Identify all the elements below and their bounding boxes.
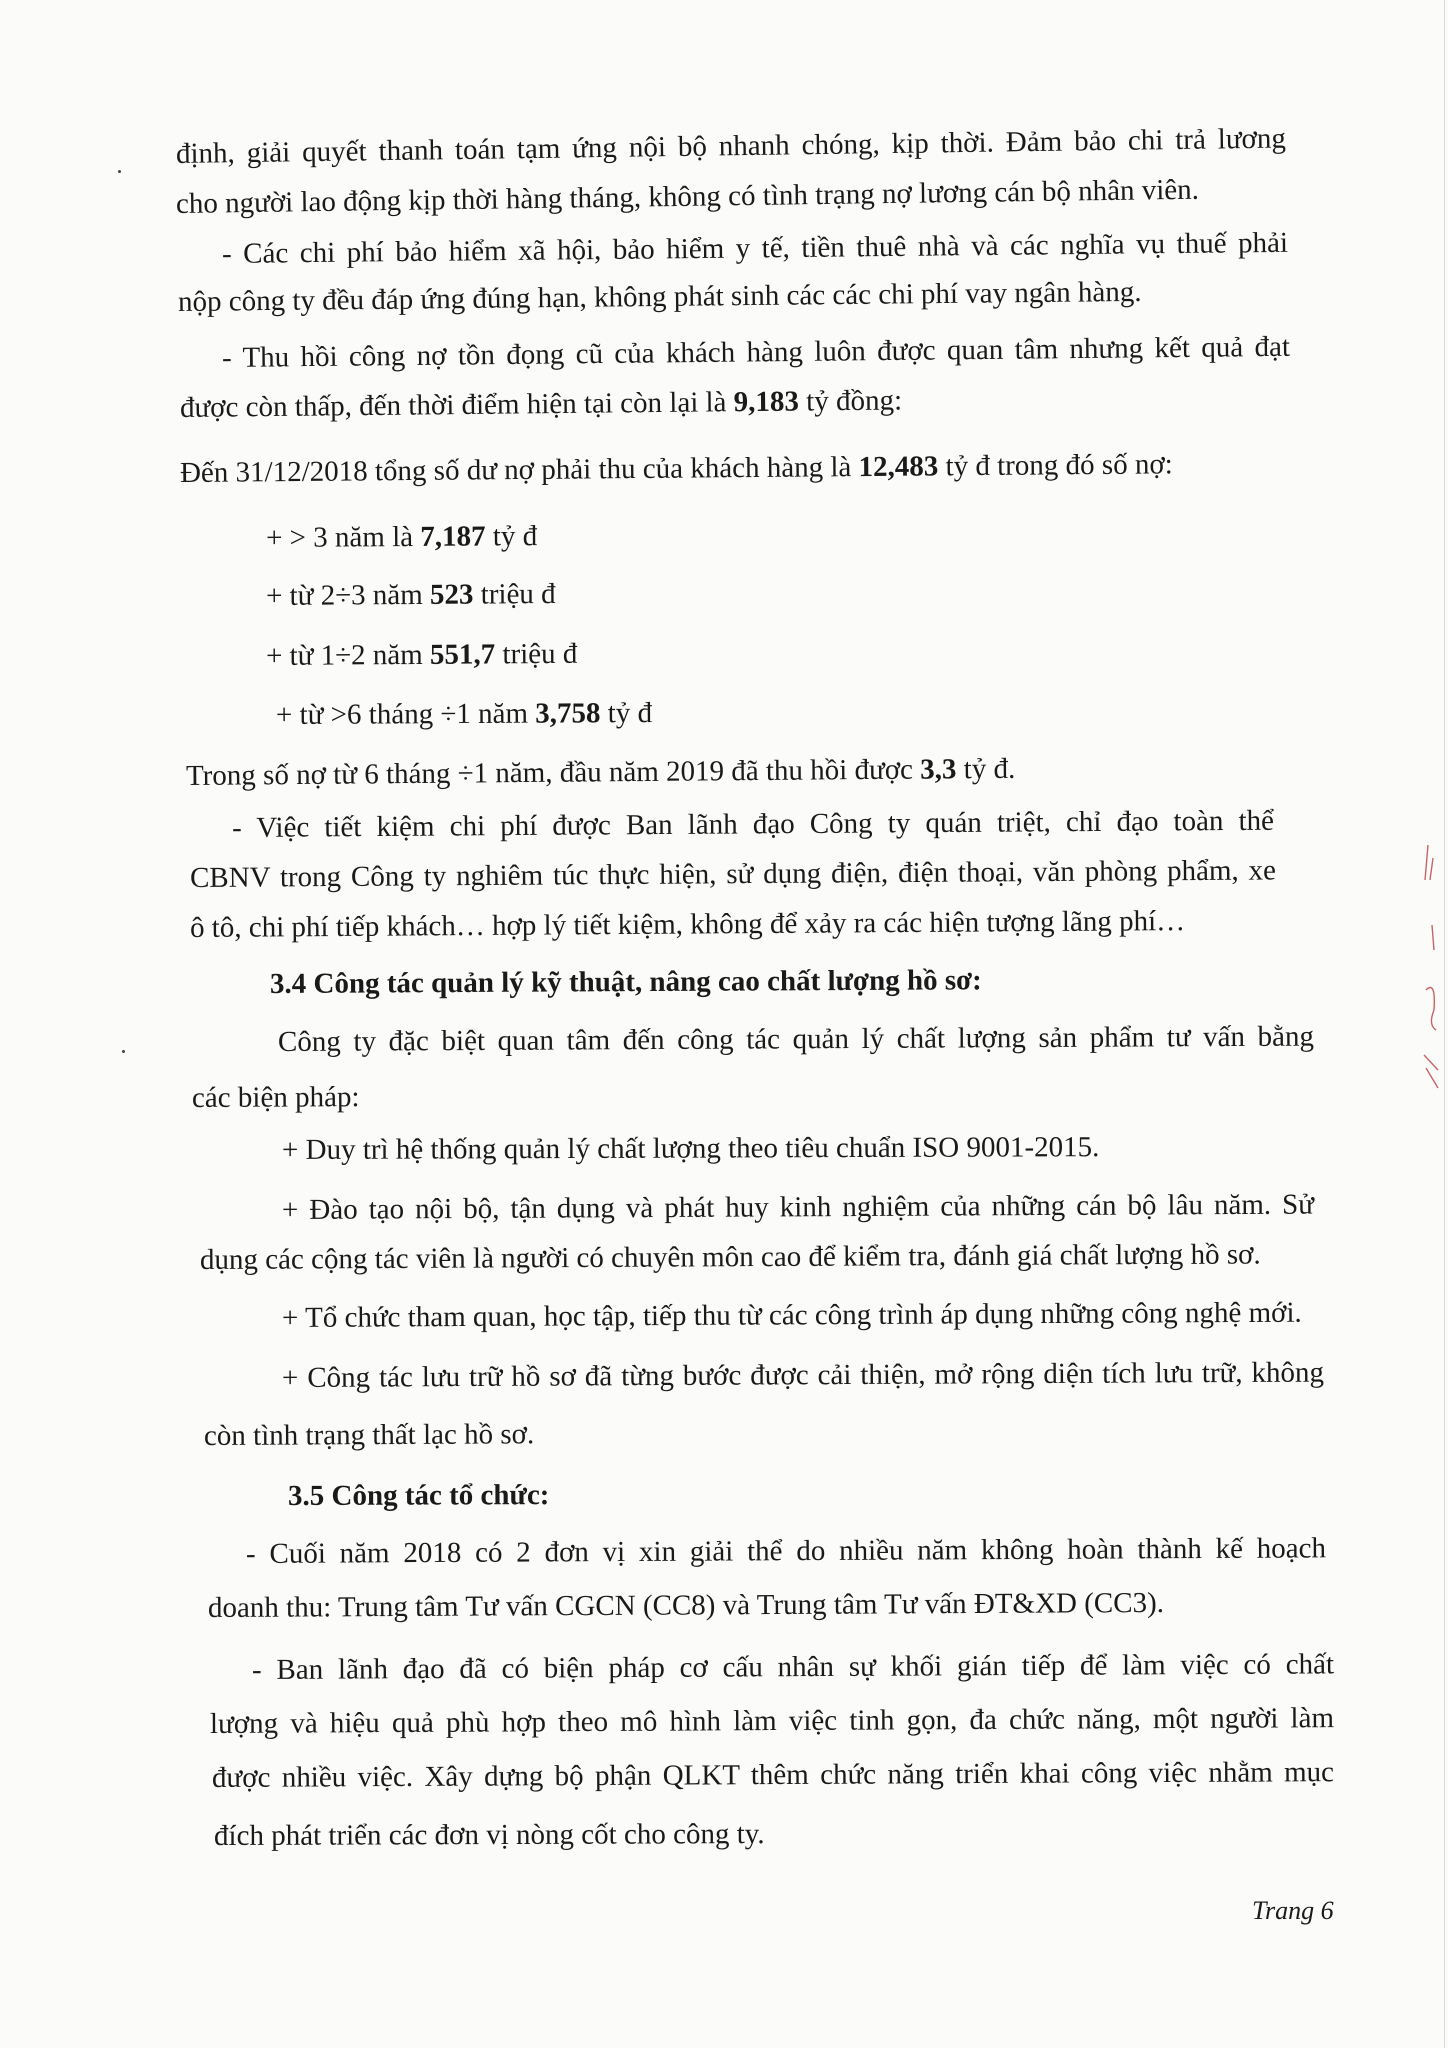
text-run: định, giải quyết thanh toán tạm ứng nội bộ nhanh chóng, kịp thời. Đảm bảo chi trả lương <box>175 122 1287 170</box>
text-line <box>208 1585 1164 1626</box>
text-line <box>288 1477 550 1514</box>
text-line <box>210 1700 1334 1742</box>
text-run: + từ 1÷2 năm <box>265 638 431 672</box>
bold-text: 7,187 <box>420 520 486 553</box>
text-run: được còn thấp, đến thời điểm hiện tại còn lại là <box>179 386 734 424</box>
bold-text: 523 <box>429 578 474 611</box>
bold-text: 3,3 <box>920 753 957 786</box>
text-run: + từ 2÷3 năm <box>265 578 431 612</box>
text-line <box>266 636 578 674</box>
text-line <box>252 1646 1334 1688</box>
text-line <box>276 695 652 733</box>
scan-speck <box>122 1050 125 1053</box>
text-run: cho người lao động kịp thời hàng tháng, không có tình trạng nợ lương cán bộ nhân viên. <box>175 173 1200 220</box>
text-line <box>232 803 1274 846</box>
bold-text: 9,183 <box>733 385 800 419</box>
bold-text: 3.4 Công tác quản lý kỹ thuật, nâng cao chất lượng hồ sơ: <box>269 964 982 1000</box>
text-line <box>190 903 1185 946</box>
text-line <box>176 121 1286 172</box>
text-line <box>176 172 1199 222</box>
text-run: triệu đ <box>473 577 556 611</box>
text-run: các biện pháp: <box>191 1081 360 1114</box>
text-run: tỷ đ <box>485 520 538 553</box>
text-run: còn tình trạng thất lạc hồ sơ. <box>203 1418 535 1452</box>
text-line <box>266 518 537 556</box>
text-line <box>180 446 1173 491</box>
text-run: - Thu hồi công nợ tồn đọng cũ của khách hàng luôn được quan tâm nhưng kết quả đạt <box>221 330 1291 374</box>
text-run: tỷ đồng: <box>798 384 903 418</box>
text-line <box>190 852 1276 896</box>
text-run: nộp công ty đều đáp ứng đúng hạn, không phát sinh các các chi phí vay ngân hàng. <box>177 275 1142 318</box>
scan-speck <box>118 170 121 173</box>
text-line <box>282 1129 1100 1168</box>
text-run: Công ty đặc biệt quan tâm đến công tác quản lý chất lượng sản phẩm tư vấn bằng <box>277 1020 1315 1058</box>
text-line <box>192 1079 360 1116</box>
text-line <box>282 1187 1314 1228</box>
text-run: Trong số nợ từ 6 tháng ÷1 năm, đầu năm 2019 đã thu hồi được <box>185 753 921 792</box>
text-line <box>278 1019 1314 1060</box>
text-run: + Công tác lưu trữ hồ sơ đã từng bước được cải thiện, mở rộng diện tích lưu trữ, không <box>281 1356 1325 1394</box>
text-run: - Việc tiết kiệm chi phí được Ban lãnh đạo Công ty quán triệt, chỉ đạo toàn thể <box>231 804 1275 844</box>
text-run: lượng và hiệu quả phù hợp theo mô hình làm việc tinh gọn, đa chức năng, một người làm <box>209 1702 1335 1740</box>
text-line <box>282 1295 1302 1336</box>
margin-scribble-icon <box>1420 840 1444 1100</box>
text-run: tỷ đ trong đó số nợ: <box>938 448 1173 483</box>
text-line <box>180 382 902 426</box>
text-line <box>204 1416 534 1454</box>
text-line <box>222 329 1290 376</box>
bold-text: 12,483 <box>858 450 939 484</box>
text-line <box>222 225 1288 272</box>
text-line <box>246 1530 1326 1572</box>
bold-text: 3,758 <box>535 697 601 730</box>
text-line <box>282 1355 1324 1396</box>
text-line <box>214 1816 765 1854</box>
text-run: CBNV trong Công ty nghiêm túc thực hiện, sử dụng điện, điện thoại, văn phòng phẩm, xe <box>189 854 1277 894</box>
text-run: ô tô, chi phí tiếp khách… hợp lý tiết kiệm, không để xảy ra các hiện tượng lãng phí… <box>189 905 1186 944</box>
text-run: + từ >6 tháng ÷1 năm <box>275 697 536 731</box>
text-run: tỷ đ. <box>956 752 1016 786</box>
text-run: Đến 31/12/2018 tổng số dư nợ phải thu của khách hàng là <box>179 451 859 489</box>
text-line <box>270 962 982 1002</box>
text-line <box>266 576 556 614</box>
bold-text: 3.5 Công tác tổ chức: <box>287 1479 550 1512</box>
text-run: - Cuối năm 2018 có 2 đơn vị xin giải thể do nhiều năm không hoàn thành kế hoạch <box>245 1532 1327 1570</box>
bold-text: 551,7 <box>429 638 496 671</box>
text-run: + Duy trì hệ thống quản lý chất lượng theo tiêu chuẩn ISO 9001-2015. <box>281 1131 1100 1166</box>
text-run: tỷ đ <box>600 697 653 730</box>
text-line <box>178 274 1142 320</box>
text-run: dụng các cộng tác viên là người có chuyên môn cao để kiểm tra, đánh giá chất lượng hồ sơ. <box>199 1238 1261 1276</box>
page-number: Trang 6 <box>1252 1896 1334 1925</box>
text-run: đích phát triển các đơn vị nòng cốt cho công ty. <box>213 1818 765 1852</box>
text-line <box>186 751 1016 794</box>
text-run: triệu đ <box>495 637 578 671</box>
text-run: - Ban lãnh đạo đã có biện pháp cơ cấu nhân sự khối gián tiếp để làm việc có chất <box>251 1648 1335 1686</box>
text-run: - Các chi phí bảo hiểm xã hội, bảo hiểm y tế, tiền thuê nhà và các nghĩa vụ thuế phải <box>221 226 1289 270</box>
text-run: + Tổ chức tham quan, học tập, tiếp thu từ các công trình áp dụng những công nghệ mới. <box>281 1296 1302 1334</box>
text-line <box>212 1754 1334 1796</box>
text-run: doanh thu: Trung tâm Tư vấn CGCN (CC8) và Trung tâm Tư vấn ĐT&XD (CC3). <box>207 1586 1165 1624</box>
text-run: + > 3 năm là <box>265 520 421 554</box>
text-run: được nhiều việc. Xây dựng bộ phận QLKT thêm chức năng triển khai công việc nhằm mục <box>211 1756 1335 1794</box>
scan-edge <box>1444 0 1445 2048</box>
text-line <box>200 1236 1261 1278</box>
text-run: + Đào tạo nội bộ, tận dụng và phát huy kinh nghiệm của những cán bộ lâu năm. Sử <box>281 1188 1315 1226</box>
